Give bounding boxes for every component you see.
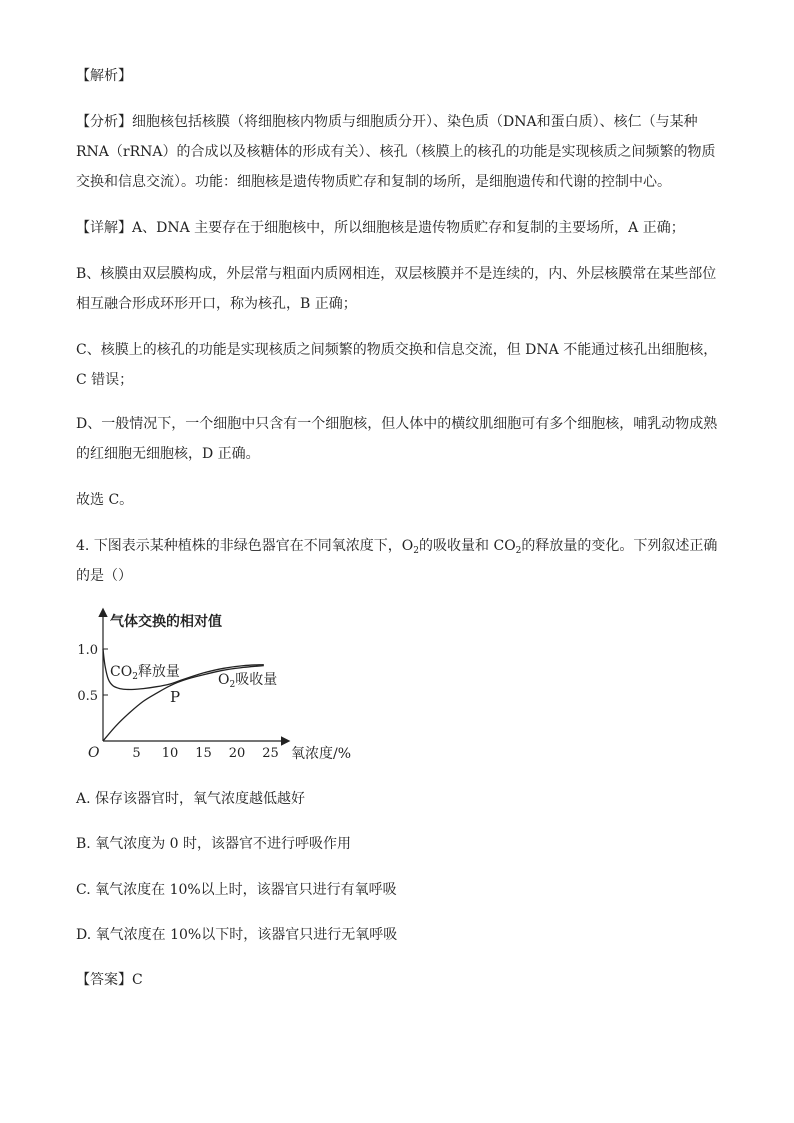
x-axis-label: 氧浓度/%: [291, 746, 352, 762]
option-c: C. 氧气浓度在 10%以上时，该器官只进行有氧呼吸: [76, 882, 397, 898]
detail-b-paragraph: B、核膜由双层膜构成，外层常与粗面内质网相连，双层核膜并不是连续的，内、外层核膜常在某些部位相互融合形成环形开口，称为核孔，B 正确；: [76, 266, 717, 312]
x-tick-label: 5: [132, 746, 141, 761]
y-axis-label: 气体交换的相对值: [110, 614, 222, 630]
o2-series-label: $O_2$吸收量: [218, 672, 278, 690]
y-tick-label: 0.5: [77, 689, 98, 704]
answer-value: C: [132, 972, 143, 988]
detail-d-paragraph: D、一般情况下，一个细胞中只含有一个细胞核，但人体中的横纹肌细胞可有多个细胞核，哺乳动物成熟的红细胞无细胞核，D 正确。: [76, 416, 718, 462]
co2-subscript: 2: [515, 546, 522, 556]
question-text-2: 的吸收量和 CO: [419, 538, 516, 554]
detail-c-paragraph: C、核膜上的核孔的功能是实现核质之间频繁的物质交换和信息交流，但 DNA 不能通过核孔出细胞核，C 错误；: [76, 342, 718, 388]
analysis-paragraph: [76, 107, 724, 197]
y-tick-label: 1.0: [77, 643, 98, 658]
co2-series-label: $CO_2$释放量: [110, 664, 180, 682]
gas-exchange-chart: [70, 606, 370, 771]
detail-tag: 【详解】: [76, 220, 132, 236]
question-text-3: 的释放量的变化。下列叙述正确的是（）: [76, 538, 718, 584]
x-tick-label: 20: [228, 746, 246, 761]
x-tick-label: 10: [161, 746, 179, 761]
question-number: 4.: [76, 538, 90, 554]
x-tick-label: 25: [262, 746, 279, 761]
answer-tag: 【答案】: [76, 972, 132, 988]
o2-subscript: 2: [413, 546, 420, 556]
option-b: B. 氧气浓度为 0 时，该器官不进行呼吸作用: [76, 836, 351, 852]
x-tick-label: 15: [195, 746, 212, 761]
intersection-point-label: P: [170, 688, 181, 706]
answer-paragraph: [76, 965, 724, 995]
origin-label: O: [88, 745, 100, 761]
detail-a-paragraph: [76, 213, 724, 243]
question-text-1: 下图表示某种植株的非绿色器官在不同氧浓度下，O: [93, 538, 414, 554]
choice-paragraph: 故选 C。: [76, 492, 134, 508]
option-d: D. 氧气浓度在 10%以下时，该器官只进行无氧呼吸: [76, 927, 398, 943]
analysis-tag: 【分析】: [76, 114, 132, 130]
question-4-stem: [76, 531, 724, 591]
section-heading-jiexi: 【解析】: [76, 68, 132, 84]
detail-a-text: A、DNA 主要存在于细胞核中，所以细胞核是遗传物质贮存和复制的主要场所，A 正确；: [132, 220, 685, 236]
option-a: A. 保存该器官时，氧气浓度越低越好: [76, 791, 306, 807]
analysis-text: 细胞核包括核膜（将细胞核内物质与细胞质分开）、染色质（DNA和蛋白质）、核仁（与某种RNA（rRNA）的合成以及核糖体的形成有关）、核孔（核膜上的核孔的功能是实现核质之间频繁的物质交换和信息交流）。功能：细胞核是遗传物质贮存和复制的场所，是细胞遗传和代谢的控制中心。: [76, 114, 716, 190]
